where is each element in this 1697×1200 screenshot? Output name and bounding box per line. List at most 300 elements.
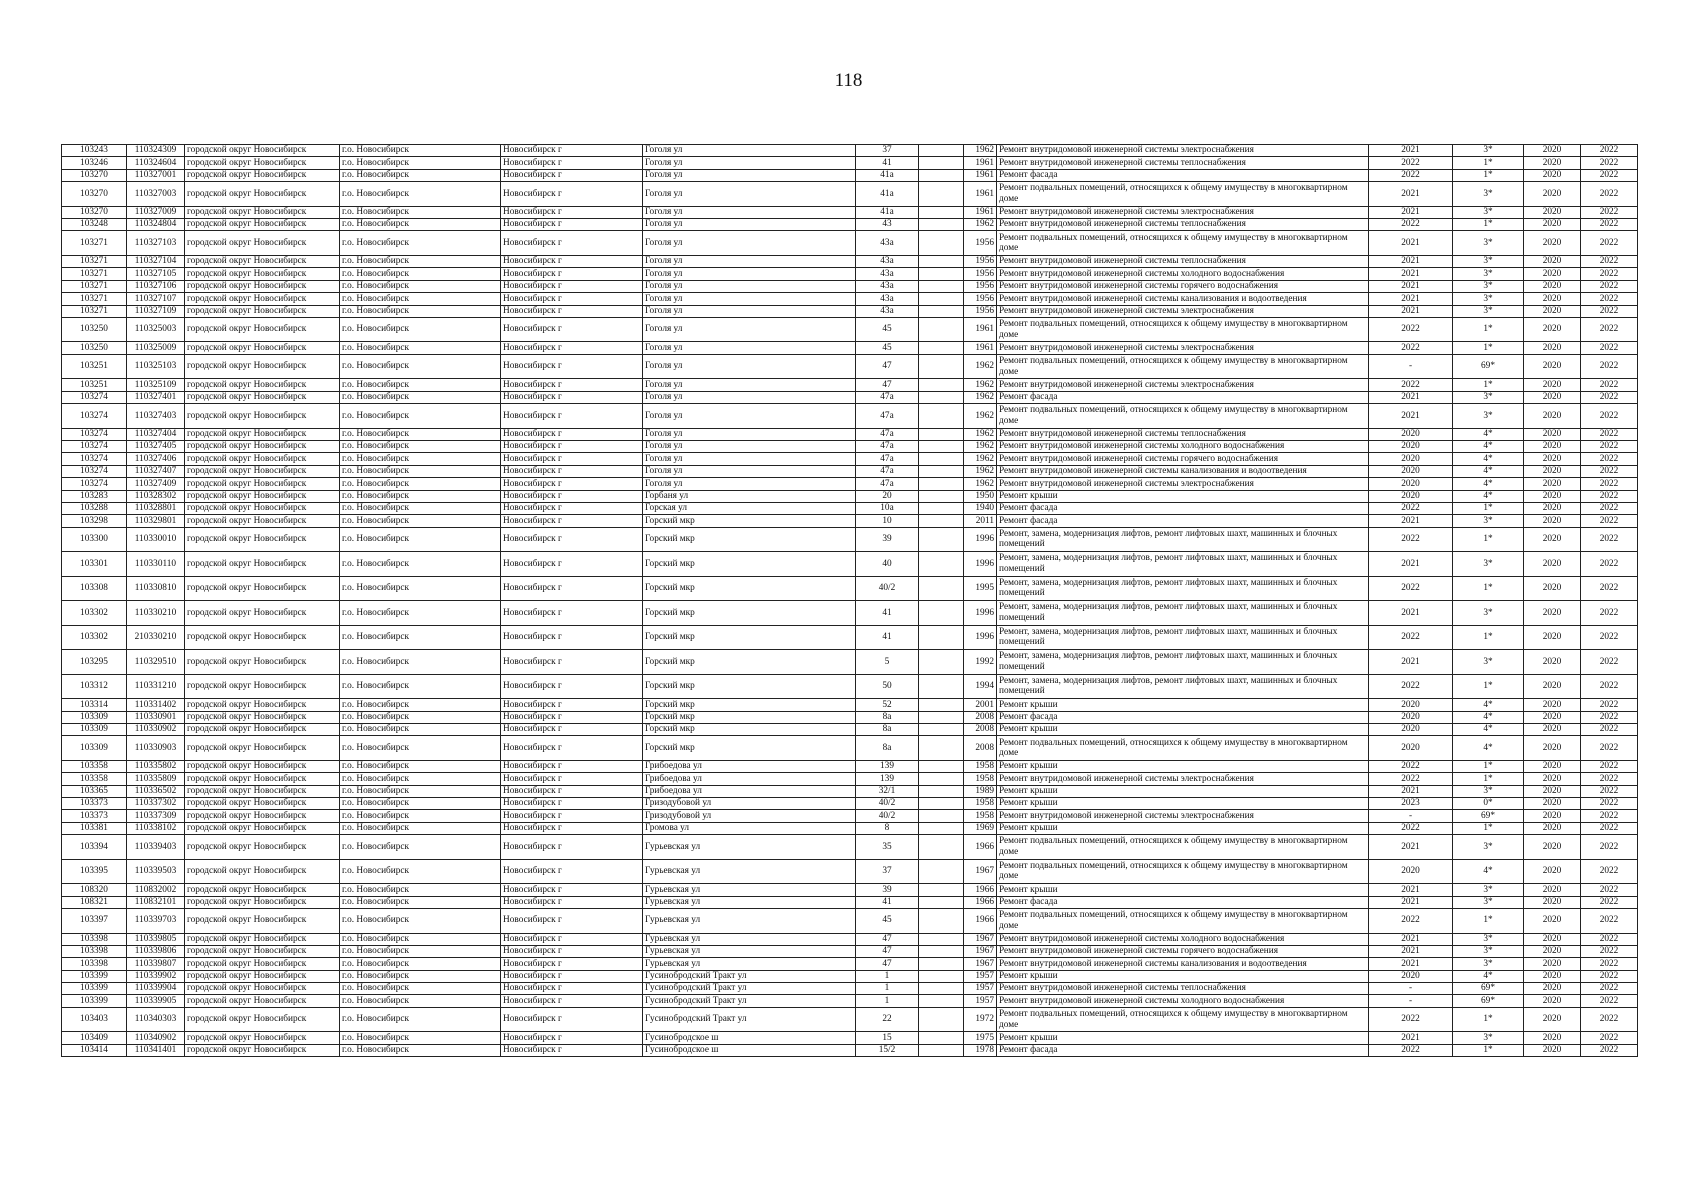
street-cell: Гоголя ул [643, 478, 856, 490]
priority-cell: 3* [1453, 552, 1524, 577]
work-type-cell: Ремонт подвальных помещений, относящихся к общему имуществу в многоквартирном доме [997, 859, 1369, 884]
work-type-cell: Ремонт крыши [997, 699, 1369, 711]
house-number-cell: 41а [856, 206, 919, 218]
house-number-cell: 43 [856, 219, 919, 231]
work-type-cell: Ремонт крыши [997, 884, 1369, 896]
priority-cell: 4* [1453, 970, 1524, 982]
municipality-cell: г.о. Новосибирск [340, 145, 501, 157]
municipality-cell: г.о. Новосибирск [340, 502, 501, 514]
house-id-cell: 103409 [62, 1032, 127, 1044]
municipality-cell: г.о. Новосибирск [340, 909, 501, 934]
planned-year-cell: 2021 [1369, 145, 1453, 157]
build-year-cell: 1962 [964, 354, 997, 379]
build-year-cell: 1967 [964, 859, 997, 884]
building-cell [919, 760, 964, 772]
municipality-cell: г.о. Новосибирск [340, 576, 501, 601]
building-cell [919, 440, 964, 452]
house-number-cell: 40/2 [856, 576, 919, 601]
district-cell: городской округ Новосибирск [185, 182, 340, 207]
priority-cell: 1* [1453, 674, 1524, 699]
building-cell [919, 478, 964, 490]
street-cell: Горский мкр [643, 699, 856, 711]
district-cell: городской округ Новосибирск [185, 1044, 340, 1056]
table-row [62, 342, 1638, 354]
city-cell: Новосибирск г [501, 760, 643, 772]
table-row [62, 317, 1638, 342]
street-cell: Гоголя ул [643, 293, 856, 305]
work-type-cell: Ремонт крыши [997, 723, 1369, 735]
work-code-cell: 110328302 [127, 490, 185, 502]
build-year-cell: 1966 [964, 909, 997, 934]
build-year-cell: 1966 [964, 896, 997, 908]
work-type-cell: Ремонт внутридомовой инженерной системы электроснабжения [997, 379, 1369, 391]
building-cell [919, 650, 964, 675]
street-cell: Грибоедова ул [643, 773, 856, 785]
house-number-cell: 41 [856, 157, 919, 169]
street-cell: Горский мкр [643, 674, 856, 699]
work-type-cell: Ремонт внутридомовой инженерной системы горячего водоснабжения [997, 945, 1369, 957]
table-row [62, 798, 1638, 810]
priority-cell: 3* [1453, 650, 1524, 675]
period-start-cell: 2020 [1524, 723, 1581, 735]
house-number-cell: 47а [856, 404, 919, 429]
building-cell [919, 219, 964, 231]
house-id-cell: 103398 [62, 958, 127, 970]
district-cell: городской округ Новосибирск [185, 773, 340, 785]
work-type-cell: Ремонт фасада [997, 515, 1369, 527]
work-type-cell: Ремонт внутридомовой инженерной системы электроснабжения [997, 305, 1369, 317]
build-year-cell: 1962 [964, 404, 997, 429]
house-id-cell: 103270 [62, 182, 127, 207]
priority-cell: 1* [1453, 909, 1524, 934]
district-cell: городской округ Новосибирск [185, 502, 340, 514]
city-cell: Новосибирск г [501, 293, 643, 305]
street-cell: Горский мкр [643, 552, 856, 577]
work-code-cell: 110324804 [127, 219, 185, 231]
table-row [62, 527, 1638, 552]
house-id-cell: 103398 [62, 933, 127, 945]
district-cell: городской округ Новосибирск [185, 909, 340, 934]
priority-cell: 1* [1453, 760, 1524, 772]
district-cell: городской округ Новосибирск [185, 404, 340, 429]
street-cell: Горский мкр [643, 736, 856, 761]
table-row [62, 231, 1638, 256]
building-cell [919, 835, 964, 860]
municipality-cell: г.о. Новосибирск [340, 970, 501, 982]
priority-cell: 0* [1453, 798, 1524, 810]
city-cell: Новосибирск г [501, 785, 643, 797]
house-number-cell: 8 [856, 822, 919, 834]
table-row [62, 1044, 1638, 1056]
period-start-cell: 2020 [1524, 293, 1581, 305]
build-year-cell: 1989 [964, 785, 997, 797]
building-cell [919, 268, 964, 280]
house-id-cell: 103274 [62, 391, 127, 403]
house-id-cell: 103271 [62, 231, 127, 256]
house-id-cell: 103288 [62, 502, 127, 514]
period-end-cell: 2022 [1581, 552, 1638, 577]
table-row [62, 490, 1638, 502]
work-code-cell: 110832002 [127, 884, 185, 896]
work-type-cell: Ремонт фасада [997, 896, 1369, 908]
build-year-cell: 1961 [964, 206, 997, 218]
planned-year-cell: - [1369, 983, 1453, 995]
planned-year-cell: 2021 [1369, 601, 1453, 626]
district-cell: городской округ Новосибирск [185, 465, 340, 477]
planned-year-cell: - [1369, 354, 1453, 379]
municipality-cell: г.о. Новосибирск [340, 206, 501, 218]
build-year-cell: 1994 [964, 674, 997, 699]
work-type-cell: Ремонт, замена, модернизация лифтов, ремонт лифтовых шахт, машинных и блочных помещений [997, 601, 1369, 626]
priority-cell: 4* [1453, 736, 1524, 761]
work-code-cell: 110327107 [127, 293, 185, 305]
city-cell: Новосибирск г [501, 502, 643, 514]
house-number-cell: 139 [856, 773, 919, 785]
priority-cell: 3* [1453, 884, 1524, 896]
building-cell [919, 896, 964, 908]
city-cell: Новосибирск г [501, 552, 643, 577]
priority-cell: 3* [1453, 945, 1524, 957]
district-cell: городской округ Новосибирск [185, 760, 340, 772]
priority-cell: 3* [1453, 515, 1524, 527]
table-body [62, 145, 1638, 1057]
table-row [62, 699, 1638, 711]
city-cell: Новосибирск г [501, 674, 643, 699]
house-id-cell: 103399 [62, 970, 127, 982]
house-id-cell: 103251 [62, 354, 127, 379]
table-row [62, 625, 1638, 650]
street-cell: Гоголя ул [643, 465, 856, 477]
priority-cell: 3* [1453, 933, 1524, 945]
street-cell: Гоголя ул [643, 428, 856, 440]
planned-year-cell: 2020 [1369, 859, 1453, 884]
building-cell [919, 404, 964, 429]
district-cell: городской округ Новосибирск [185, 169, 340, 181]
house-id-cell: 103270 [62, 169, 127, 181]
district-cell: городской округ Новосибирск [185, 625, 340, 650]
table-row [62, 760, 1638, 772]
planned-year-cell: - [1369, 995, 1453, 1007]
planned-year-cell: 2022 [1369, 625, 1453, 650]
house-id-cell: 103403 [62, 1007, 127, 1032]
municipality-cell: г.о. Новосибирск [340, 736, 501, 761]
period-start-cell: 2020 [1524, 1044, 1581, 1056]
municipality-cell: г.о. Новосибирск [340, 317, 501, 342]
house-id-cell: 103309 [62, 736, 127, 761]
period-end-cell: 2022 [1581, 760, 1638, 772]
district-cell: городской округ Новосибирск [185, 995, 340, 1007]
priority-cell: 3* [1453, 896, 1524, 908]
period-end-cell: 2022 [1581, 1044, 1638, 1056]
priority-cell: 1* [1453, 576, 1524, 601]
period-start-cell: 2020 [1524, 465, 1581, 477]
house-number-cell: 1 [856, 995, 919, 1007]
municipality-cell: г.о. Новосибирск [340, 723, 501, 735]
planned-year-cell: 2023 [1369, 798, 1453, 810]
build-year-cell: 1972 [964, 1007, 997, 1032]
district-cell: городской округ Новосибирск [185, 723, 340, 735]
house-number-cell: 41 [856, 896, 919, 908]
street-cell: Гусинобродский Тракт ул [643, 983, 856, 995]
street-cell: Гоголя ул [643, 206, 856, 218]
table-row [62, 835, 1638, 860]
build-year-cell: 1961 [964, 317, 997, 342]
period-start-cell: 2020 [1524, 798, 1581, 810]
priority-cell: 1* [1453, 527, 1524, 552]
building-cell [919, 502, 964, 514]
house-id-cell: 103298 [62, 515, 127, 527]
street-cell: Гоголя ул [643, 182, 856, 207]
table-row [62, 305, 1638, 317]
building-cell [919, 490, 964, 502]
period-end-cell: 2022 [1581, 280, 1638, 292]
building-cell [919, 958, 964, 970]
district-cell: городской округ Новосибирск [185, 293, 340, 305]
building-cell [919, 859, 964, 884]
work-code-cell: 110327001 [127, 169, 185, 181]
priority-cell: 3* [1453, 231, 1524, 256]
street-cell: Гоголя ул [643, 169, 856, 181]
priority-cell: 3* [1453, 835, 1524, 860]
work-type-cell: Ремонт внутридомовой инженерной системы канализования и водоотведения [997, 465, 1369, 477]
period-start-cell: 2020 [1524, 404, 1581, 429]
district-cell: городской округ Новосибирск [185, 379, 340, 391]
work-code-cell: 110327105 [127, 268, 185, 280]
planned-year-cell: 2021 [1369, 785, 1453, 797]
street-cell: Гусинобродский Тракт ул [643, 995, 856, 1007]
district-cell: городской округ Новосибирск [185, 822, 340, 834]
work-code-cell: 110339902 [127, 970, 185, 982]
municipality-cell: г.о. Новосибирск [340, 711, 501, 723]
period-start-cell: 2020 [1524, 268, 1581, 280]
priority-cell: 3* [1453, 305, 1524, 317]
period-end-cell: 2022 [1581, 711, 1638, 723]
period-start-cell: 2020 [1524, 822, 1581, 834]
work-code-cell: 110339904 [127, 983, 185, 995]
building-cell [919, 145, 964, 157]
period-start-cell: 2020 [1524, 896, 1581, 908]
period-end-cell: 2022 [1581, 342, 1638, 354]
table-row [62, 859, 1638, 884]
period-start-cell: 2020 [1524, 342, 1581, 354]
priority-cell: 69* [1453, 354, 1524, 379]
work-type-cell: Ремонт внутридомовой инженерной системы холодного водоснабжения [997, 933, 1369, 945]
table-row [62, 711, 1638, 723]
work-type-cell: Ремонт внутридомовой инженерной системы канализования и водоотведения [997, 958, 1369, 970]
district-cell: городской округ Новосибирск [185, 859, 340, 884]
city-cell: Новосибирск г [501, 983, 643, 995]
build-year-cell: 1992 [964, 650, 997, 675]
house-number-cell: 45 [856, 317, 919, 342]
building-cell [919, 1032, 964, 1044]
work-code-cell: 110339905 [127, 995, 185, 1007]
table-row [62, 268, 1638, 280]
build-year-cell: 1958 [964, 773, 997, 785]
build-year-cell: 1950 [964, 490, 997, 502]
street-cell: Гоголя ул [643, 305, 856, 317]
street-cell: Гурьевская ул [643, 958, 856, 970]
street-cell: Гоголя ул [643, 391, 856, 403]
municipality-cell: г.о. Новосибирск [340, 515, 501, 527]
planned-year-cell: 2022 [1369, 502, 1453, 514]
district-cell: городской округ Новосибирск [185, 896, 340, 908]
house-id-cell: 103398 [62, 945, 127, 957]
table-row [62, 515, 1638, 527]
district-cell: городской округ Новосибирск [185, 453, 340, 465]
municipality-cell: г.о. Новосибирск [340, 404, 501, 429]
municipality-cell: г.о. Новосибирск [340, 810, 501, 822]
priority-cell: 4* [1453, 478, 1524, 490]
work-code-cell: 110331210 [127, 674, 185, 699]
period-start-cell: 2020 [1524, 983, 1581, 995]
period-end-cell: 2022 [1581, 773, 1638, 785]
planned-year-cell: 2021 [1369, 945, 1453, 957]
planned-year-cell: 2021 [1369, 884, 1453, 896]
house-id-cell: 103248 [62, 219, 127, 231]
street-cell: Горский мкр [643, 711, 856, 723]
municipality-cell: г.о. Новосибирск [340, 859, 501, 884]
house-id-cell: 103399 [62, 983, 127, 995]
work-type-cell: Ремонт крыши [997, 970, 1369, 982]
table-row [62, 909, 1638, 934]
table-row [62, 354, 1638, 379]
work-type-cell: Ремонт фасада [997, 169, 1369, 181]
period-end-cell: 2022 [1581, 231, 1638, 256]
district-cell: городской округ Новосибирск [185, 983, 340, 995]
work-type-cell: Ремонт внутридомовой инженерной системы теплоснабжения [997, 983, 1369, 995]
house-number-cell: 43а [856, 268, 919, 280]
work-code-cell: 110330210 [127, 601, 185, 626]
work-code-cell: 110327403 [127, 404, 185, 429]
city-cell: Новосибирск г [501, 896, 643, 908]
district-cell: городской округ Новосибирск [185, 219, 340, 231]
building-cell [919, 552, 964, 577]
street-cell: Гурьевская ул [643, 896, 856, 908]
district-cell: городской округ Новосибирск [185, 342, 340, 354]
district-cell: городской округ Новосибирск [185, 1007, 340, 1032]
municipality-cell: г.о. Новосибирск [340, 625, 501, 650]
table-row [62, 970, 1638, 982]
priority-cell: 3* [1453, 958, 1524, 970]
district-cell: городской округ Новосибирск [185, 157, 340, 169]
municipality-cell: г.о. Новосибирск [340, 255, 501, 267]
house-number-cell: 40/2 [856, 798, 919, 810]
city-cell: Новосибирск г [501, 268, 643, 280]
period-end-cell: 2022 [1581, 798, 1638, 810]
building-cell [919, 723, 964, 735]
municipality-cell: г.о. Новосибирск [340, 699, 501, 711]
priority-cell: 4* [1453, 711, 1524, 723]
municipality-cell: г.о. Новосибирск [340, 601, 501, 626]
work-type-cell: Ремонт крыши [997, 798, 1369, 810]
period-end-cell: 2022 [1581, 674, 1638, 699]
district-cell: городской округ Новосибирск [185, 699, 340, 711]
work-type-cell: Ремонт крыши [997, 760, 1369, 772]
work-code-cell: 110337302 [127, 798, 185, 810]
build-year-cell: 1962 [964, 379, 997, 391]
work-code-cell: 110329510 [127, 650, 185, 675]
municipality-cell: г.о. Новосибирск [340, 490, 501, 502]
house-id-cell: 103271 [62, 305, 127, 317]
work-code-cell: 110324309 [127, 145, 185, 157]
build-year-cell: 1958 [964, 760, 997, 772]
priority-cell: 3* [1453, 182, 1524, 207]
table-row [62, 822, 1638, 834]
house-id-cell: 103271 [62, 255, 127, 267]
period-start-cell: 2020 [1524, 699, 1581, 711]
table-row [62, 293, 1638, 305]
city-cell: Новосибирск г [501, 650, 643, 675]
priority-cell: 3* [1453, 280, 1524, 292]
street-cell: Громова ул [643, 822, 856, 834]
building-cell [919, 970, 964, 982]
work-code-cell: 110339807 [127, 958, 185, 970]
period-start-cell: 2020 [1524, 206, 1581, 218]
building-cell [919, 293, 964, 305]
house-number-cell: 1 [856, 970, 919, 982]
house-number-cell: 37 [856, 145, 919, 157]
period-end-cell: 2022 [1581, 317, 1638, 342]
period-start-cell: 2020 [1524, 280, 1581, 292]
table-row [62, 465, 1638, 477]
period-start-cell: 2020 [1524, 810, 1581, 822]
house-number-cell: 10 [856, 515, 919, 527]
building-cell [919, 711, 964, 723]
work-type-cell: Ремонт внутридомовой инженерной системы теплоснабжения [997, 428, 1369, 440]
house-number-cell: 43а [856, 293, 919, 305]
city-cell: Новосибирск г [501, 182, 643, 207]
work-type-cell: Ремонт внутридомовой инженерной системы холодного водоснабжения [997, 268, 1369, 280]
period-end-cell: 2022 [1581, 379, 1638, 391]
planned-year-cell: 2022 [1369, 1044, 1453, 1056]
house-id-cell: 103300 [62, 527, 127, 552]
work-type-cell: Ремонт крыши [997, 490, 1369, 502]
planned-year-cell: 2021 [1369, 1032, 1453, 1044]
priority-cell: 4* [1453, 699, 1524, 711]
city-cell: Новосибирск г [501, 798, 643, 810]
build-year-cell: 1966 [964, 884, 997, 896]
period-end-cell: 2022 [1581, 145, 1638, 157]
street-cell: Горский мкр [643, 625, 856, 650]
period-start-cell: 2020 [1524, 601, 1581, 626]
municipality-cell: г.о. Новосибирск [340, 674, 501, 699]
planned-year-cell: 2020 [1369, 490, 1453, 502]
house-number-cell: 41а [856, 169, 919, 181]
priority-cell: 3* [1453, 145, 1524, 157]
table-row [62, 650, 1638, 675]
build-year-cell: 1996 [964, 601, 997, 626]
house-id-cell: 103274 [62, 428, 127, 440]
priority-cell: 69* [1453, 983, 1524, 995]
building-cell [919, 317, 964, 342]
period-end-cell: 2022 [1581, 255, 1638, 267]
build-year-cell: 1962 [964, 453, 997, 465]
priority-cell: 3* [1453, 785, 1524, 797]
house-id-cell: 103395 [62, 859, 127, 884]
building-cell [919, 773, 964, 785]
priority-cell: 1* [1453, 317, 1524, 342]
priority-cell: 1* [1453, 625, 1524, 650]
period-end-cell: 2022 [1581, 995, 1638, 1007]
building-cell [919, 428, 964, 440]
planned-year-cell: 2022 [1369, 760, 1453, 772]
planned-year-cell: 2021 [1369, 404, 1453, 429]
planned-year-cell: 2021 [1369, 958, 1453, 970]
street-cell: Гоголя ул [643, 379, 856, 391]
priority-cell: 69* [1453, 995, 1524, 1007]
house-number-cell: 39 [856, 527, 919, 552]
planned-year-cell: 2020 [1369, 478, 1453, 490]
